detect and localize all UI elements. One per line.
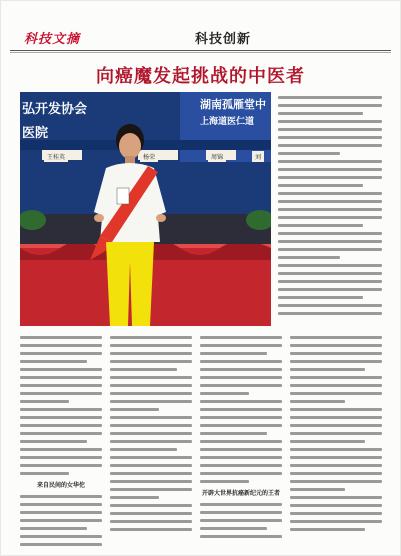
name-card: 刘 bbox=[252, 151, 264, 162]
name-card: 周锦 bbox=[208, 151, 226, 162]
photo-illustration bbox=[20, 92, 271, 326]
text-column-2 bbox=[110, 336, 192, 536]
banner-text-right: 湖南孤雁堂中 bbox=[200, 98, 266, 111]
header-divider bbox=[10, 50, 391, 51]
text-column-3 bbox=[200, 336, 282, 543]
article-headline: 向癌魔发起挑战的中医者 bbox=[96, 66, 305, 87]
page-header bbox=[10, 28, 391, 46]
subhead-left: 来自民间的女华佗 bbox=[36, 482, 85, 489]
text-column-4 bbox=[290, 336, 382, 536]
name-card: 王桂英 bbox=[44, 151, 68, 162]
magazine-brand: 科技文摘 bbox=[24, 32, 81, 47]
name-card: 杨荣 bbox=[140, 151, 158, 162]
banner-text-left: 弘开发协会 bbox=[22, 102, 88, 117]
subhead-right: 开辟大世界抗癌新纪元的王者 bbox=[201, 490, 280, 497]
article-photo bbox=[20, 92, 271, 326]
header-divider-thin bbox=[10, 52, 391, 53]
banner-text-right-2: 上海道医仁道 bbox=[200, 117, 255, 127]
banner-text-left-2: 医院 bbox=[22, 126, 49, 141]
section-title: 科技创新 bbox=[194, 32, 251, 47]
text-column-right-top bbox=[278, 96, 382, 320]
text-column-1 bbox=[20, 336, 102, 551]
